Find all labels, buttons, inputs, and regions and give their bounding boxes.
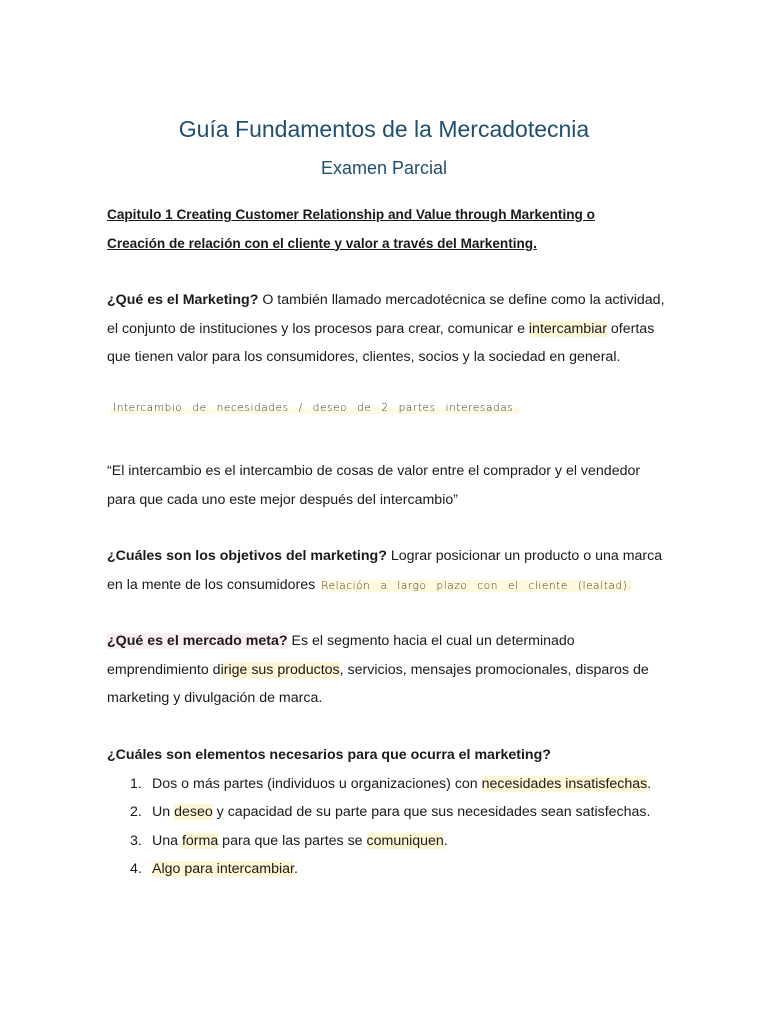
- question-objectives: [107, 542, 667, 600]
- highlighted-text: deseo: [174, 804, 213, 820]
- list-item: [107, 827, 667, 856]
- list-item: [107, 798, 667, 827]
- highlighted-text: necesidades insatisfechas: [481, 775, 648, 792]
- question-target-market: [107, 627, 667, 713]
- chapter-heading: [107, 201, 667, 258]
- list-text: .: [647, 775, 652, 792]
- list-text: Dos o más partes (individuos u organizaciones) con: [152, 775, 482, 792]
- answer-text: Lograr posicionar un producto o una marca en la mente de los consumidores: [107, 548, 663, 593]
- list-number: 4.: [130, 861, 142, 877]
- list-text: para que las partes se: [218, 832, 367, 849]
- highlighted-text: Algo para intercambiar: [152, 861, 294, 877]
- page-subtitle: Examen Parcial: [320, 158, 448, 178]
- list-text: .: [443, 832, 448, 849]
- elements-list: [107, 770, 667, 884]
- highlighted-text: irige sus productos: [220, 661, 340, 678]
- answer-text: , servicios, mensajes promocionales, disparos de marketing y divulgación de marca.: [107, 661, 649, 706]
- question-label: ¿Cuáles son elementos necesarios para que ocurra el marketing?: [107, 747, 551, 763]
- list-item: [107, 770, 667, 799]
- list-number: 1.: [130, 775, 142, 792]
- answer-text: ofertas que tienen valor para los consumidores, clientes, socios y la sociedad en general.: [107, 320, 655, 365]
- question-label: ¿Qué es el mercado meta?: [107, 633, 288, 649]
- list-number: 3.: [130, 832, 142, 849]
- answer-text: O también llamado mercadotécnica se define como la actividad, el conjunto de instituciones y los procesos para crear, comunicar e: [107, 292, 665, 337]
- question-marketing: [107, 286, 667, 372]
- list-number: 2.: [130, 804, 142, 820]
- list-text: .: [293, 861, 298, 877]
- list-text: y capacidad de su parte para que sus necesidades sean satisfechas.: [212, 804, 651, 820]
- list-item: [107, 855, 667, 884]
- list-text: Un: [152, 804, 175, 820]
- handwritten-note: Intercambio de necesidades / deseo de 2 partes interesadas.: [110, 402, 520, 414]
- question-elements: [107, 741, 667, 884]
- list-text: Una: [152, 832, 182, 849]
- page-title: Guía Fundamentos de la Mercadotecnia: [178, 116, 590, 142]
- highlighted-text: comuniquen: [366, 832, 444, 849]
- chapter-heading-line1: Capitulo 1 Creating Customer Relationship and Value through Markenting o: [107, 207, 595, 222]
- question-label: ¿Qué es el Marketing?: [107, 292, 259, 308]
- handwritten-note: Relación a largo plazo con el cliente (lealtad).: [321, 579, 632, 592]
- quote-paragraph: “El intercambio es el intercambio de cosas de valor entre el comprador y el vendedor para que cada uno este mejor después del intercambio”: [107, 463, 641, 508]
- answer-text: Es el segmento hacia el cual un determinado emprendimiento d: [107, 633, 575, 678]
- highlighted-text: forma: [181, 832, 219, 849]
- chapter-heading-line2: Creación de relación con el cliente y valor a través del Markenting.: [107, 235, 537, 251]
- highlighted-text: intercambiar: [528, 320, 607, 337]
- question-label: ¿Cuáles son los objetivos del marketing?: [107, 548, 387, 564]
